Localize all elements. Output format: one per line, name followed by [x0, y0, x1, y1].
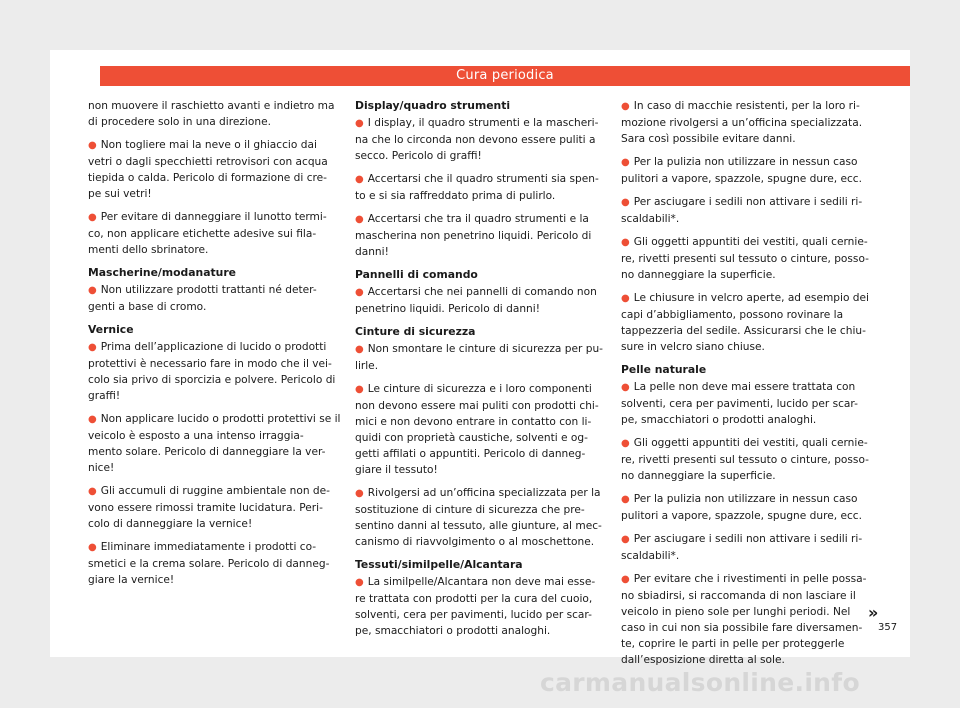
- bullet-icon: ●: [88, 285, 97, 296]
- bullet-item: ● Gli oggetti appuntiti dei vestiti, quali cernie- re, rivetti presenti sul tessuto o cinture, posso- no danneggiare la superficie.: [621, 236, 869, 281]
- bullet-item: ● Non applicare lucido o prodotti protettivi se il veicolo è esposto a una intenso irraggia- mento solare. Pericolo di danneggiare la ver- nice!: [88, 413, 341, 474]
- bullet-item: ● Non togliere mai la neve o il ghiaccio dai vetri o dagli specchietti retrovisori con acqua tiepida o calda. Pericolo di formazione di cre- pe sui vetri!: [88, 139, 328, 200]
- bullet-icon: ●: [88, 140, 97, 151]
- bullet-icon: ●: [621, 157, 630, 168]
- bullet-icon: ●: [355, 577, 364, 588]
- bullet-item: ● Eliminare immediatamente i prodotti co- smetici e la crema solare. Pericolo di danneg- giare la vernice!: [88, 541, 330, 586]
- bullet-icon: ●: [355, 174, 364, 185]
- section-heading: Display/quadro strumenti: [355, 99, 511, 112]
- bullet-item: ● Per asciugare i sedili non attivare i sedili ri- scaldabili*.: [621, 533, 863, 562]
- bullet-icon: ●: [621, 494, 630, 505]
- bullet-icon: ●: [88, 414, 97, 425]
- bullet-item: ● La similpelle/Alcantara non deve mai esse- re trattata con prodotti per la cura del cuoio, solventi, cera per pavimenti, lucido per scar- pe, smacchiatori o prodotti analoghi.: [355, 576, 596, 637]
- bullet-icon: ●: [88, 342, 97, 353]
- bullet-icon: ●: [621, 197, 630, 208]
- bullet-item: ● Accertarsi che nei pannelli di comando non penetrino liquidi. Pericolo di danni!: [355, 286, 597, 315]
- bullet-item: ● Per asciugare i sedili non attivare i sedili ri- scaldabili*.: [621, 196, 863, 225]
- section-heading: Cinture di sicurezza: [355, 325, 476, 338]
- bullet-item: ● La pelle non deve mai essere trattata con solventi, cera per pavimenti, lucido per scar- pe, smacchiatori o prodotti analoghi.: [621, 381, 858, 426]
- section-title: Cura periodica: [100, 66, 910, 86]
- section-heading: Mascherine/modanature: [88, 266, 236, 279]
- bullet-item: ● I display, il quadro strumenti e la mascheri- na che lo circonda non devono essere puliti a secco. Pericolo di graffi!: [355, 117, 599, 162]
- column-3: [621, 98, 874, 675]
- manual-page: [50, 50, 910, 666]
- bullet-icon: ●: [355, 344, 364, 355]
- bullet-icon: ●: [88, 486, 97, 497]
- section-heading: Vernice: [88, 323, 134, 336]
- bullet-icon: ●: [621, 534, 630, 545]
- bullet-item: ● Accertarsi che il quadro strumenti sia spen- to e si sia raffreddato prima di pulirlo.: [355, 173, 599, 202]
- page-number: 357: [878, 622, 898, 633]
- bullet-item: ● Prima dell’applicazione di lucido o prodotti protettivi è necessario fare in modo che il vei- colo sia privo di sporcizia e polvere. Pericolo di graffi!: [88, 341, 336, 402]
- bullet-item: ● Gli oggetti appuntiti dei vestiti, quali cernie- re, rivetti presenti sul tessuto o cinture, posso- no danneggiare la superficie.: [621, 437, 869, 482]
- bullet-item: ● Per evitare di danneggiare il lunotto termi- co, non applicare etichette adesive sui fila- menti dello sbrinatore.: [88, 211, 327, 256]
- column-1: [88, 98, 341, 595]
- bullet-item: ● Le chiusure in velcro aperte, ad esempio dei capi d’abbigliamento, possono rovinare la tappezzeria del sedile. Assicurarsi che le chiu- sure in velcro siano chiuse.: [621, 292, 869, 353]
- bullet-icon: ●: [88, 542, 97, 553]
- bullet-icon: ●: [621, 293, 630, 304]
- watermark-text: carmanualsonline.info: [540, 668, 860, 697]
- bullet-item: ● Non utilizzare prodotti trattanti né deter- genti a base di cromo.: [88, 284, 317, 313]
- section-heading: Tessuti/similpelle/Alcantara: [355, 558, 523, 571]
- bullet-item: ● Per la pulizia non utilizzare in nessun caso pulitori a vapore, spazzole, spugne dure, ecc.: [621, 493, 862, 522]
- paragraph: non muovere il raschietto avanti e indietro ma di procedere solo in una direzione.: [88, 100, 335, 128]
- bullet-item: ● Non smontare le cinture di sicurezza per pu- lirle.: [355, 343, 603, 372]
- bullet-icon: ●: [621, 101, 630, 112]
- bullet-item: ● Per evitare che i rivestimenti in pelle possa- no sbiadirsi, si raccomanda di non lasciare il veicolo in pieno sole per lunghi periodi. Nel caso in cui non sia possibile fare diversamen- te, coprire le parti in pelle per proteggerle dall’esposizione diretta al sole.: [621, 573, 867, 666]
- bullet-item: ● Per la pulizia non utilizzare in nessun caso pulitori a vapore, spazzole, spugne dure, ecc.: [621, 156, 862, 185]
- section-heading: Pelle naturale: [621, 363, 707, 376]
- bullet-icon: ●: [355, 287, 364, 298]
- continue-arrow-icon: »: [868, 603, 879, 622]
- bullet-item: ● Rivolgersi ad un’officina specializzata per la sostituzione di cinture di sicurezza che pre- sentino danni al tessuto, alle giunture, al mec- canismo di riavvolgimento o al moschettone.: [355, 487, 602, 548]
- bullet-icon: ●: [355, 214, 364, 225]
- bullet-icon: ●: [621, 237, 630, 248]
- bullet-icon: ●: [621, 438, 630, 449]
- bullet-item: ● Accertarsi che tra il quadro strumenti e la mascherina non penetrino liquidi. Pericolo di danni!: [355, 213, 592, 258]
- section-heading: Pannelli di comando: [355, 268, 478, 281]
- bullet-icon: ●: [355, 118, 364, 129]
- column-2: [355, 98, 608, 646]
- bullet-icon: ●: [621, 382, 630, 393]
- bullet-item: ● Gli accumuli di ruggine ambientale non de- vono essere rimossi tramite lucidatura. Peri- colo di danneggiare la vernice!: [88, 485, 330, 530]
- bullet-item: ● In caso di macchie resistenti, per la loro ri- mozione rivolgersi a un’officina specializzata. Sara così possibile evitare danni.: [621, 100, 863, 145]
- bullet-icon: ●: [355, 488, 364, 499]
- bullet-icon: ●: [355, 384, 364, 395]
- bullet-icon: ●: [88, 212, 97, 223]
- bullet-item: ● Le cinture di sicurezza e i loro componenti non devono essere mai puliti con prodotti chi- mici e non devono entrare in contatto con li- quidi con proprietà caustiche, solventi e og- getti affilati o appuntiti. Pericolo di danneg- giare il tessuto!: [355, 383, 599, 476]
- bullet-icon: ●: [621, 574, 630, 585]
